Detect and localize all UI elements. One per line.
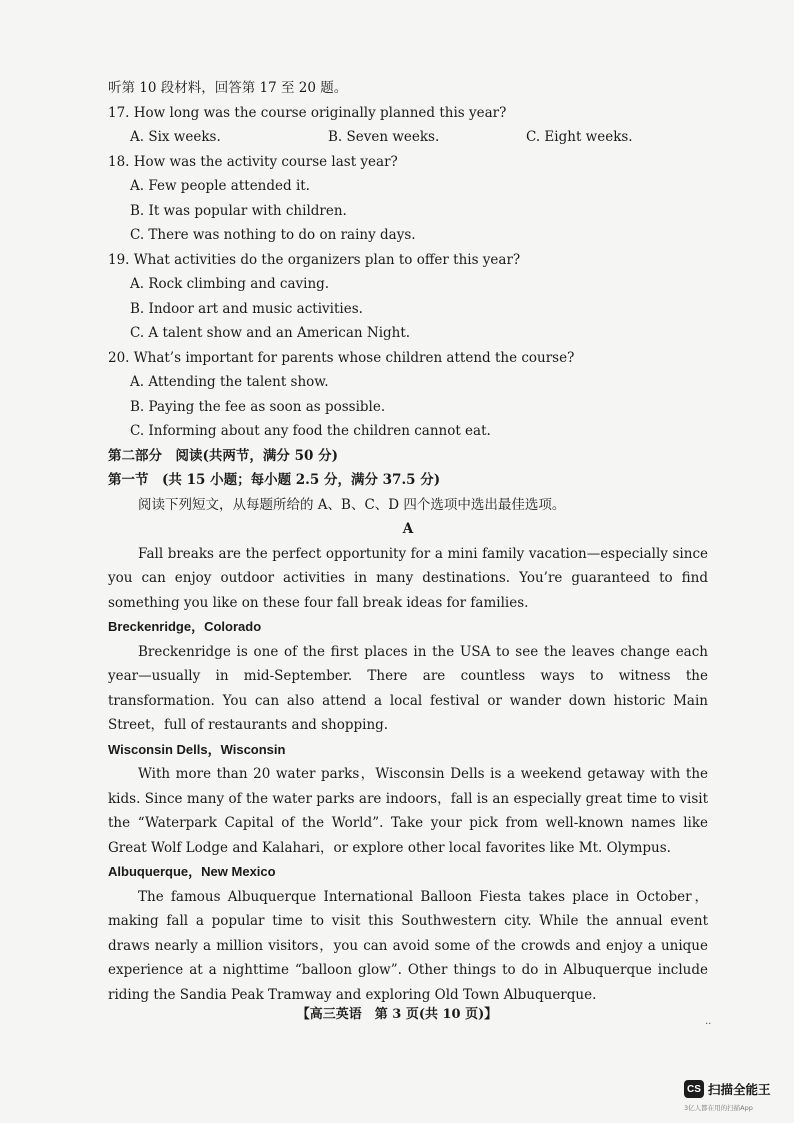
camscanner-name: 扫描全能王 (708, 1082, 771, 1097)
page-footer: 【高三英语 第 3 页(共 10 页)】 (296, 1007, 498, 1022)
option-a: A. Six weeks. (130, 129, 221, 145)
option-b: B. It was popular with children. (130, 202, 347, 219)
camscanner-logo-icon: CS (684, 1080, 704, 1098)
reading-instruction: 阅读下列短文，从每题所给的 A、B、C、D 四个选项中选出最佳选项。 (138, 496, 566, 513)
option-c: C. Eight weeks. (526, 129, 633, 145)
listening-intro: 听第 10 段材料，回答第 17 至 20 题。 (108, 80, 348, 96)
option-c: C. There was nothing to do on rainy days. (130, 227, 416, 243)
option-a: A. Attending the talent show. (130, 374, 329, 390)
question-17-options (108, 125, 708, 150)
scan-dots: .. (705, 1016, 712, 1027)
camscanner-watermark (684, 1080, 771, 1098)
option-b: B. Paying the fee as soon as possible. (130, 398, 386, 415)
page-content (108, 76, 708, 1007)
option-a: A. Rock climbing and caving. (130, 276, 330, 292)
option-c: C. Informing about any food the children cannot eat. (130, 423, 491, 439)
question-19: 19. What activities do the organizers plan to offer this year? (108, 251, 521, 268)
option-a: A. Few people attended it. (130, 178, 310, 194)
question-20: 20. What’s important for parents whose children attend the course? (108, 349, 575, 366)
section-one-heading: 第一节 (共 15 小题；每小题 2.5 分，满分 37.5 分) (108, 472, 441, 488)
passage-label: A (402, 521, 414, 537)
destination-body-wisconsin-dells: With more than 20 water parks，Wisconsin Dells is a weekend getaway with the kids. Since many of the water parks are indoors，fall is an especially great time to visit the “Waterpark Capital of the World”. Take your pick from well-known names like Great Wolf Lodge and Kalahari，or explore other local favorites like Mt. Olympus. (108, 766, 708, 856)
destination-body-breckenridge: Breckenridge is one of the first places in the USA to see the leaves change each year—usually in mid-September. There are countless ways to witness the transformation. You can also attend a local festival or wander down historic Main Street，full of restaurants and shopping. (108, 643, 708, 733)
passage-intro: Fall breaks are the perfect opportunity for a mini family vacation—especially since you can enjoy outdoor activities in many destinations. You’re guaranteed to find something you like on these four fall break ideas for families. (108, 545, 708, 611)
camscanner-tagline: 3亿人都在用的扫描App (684, 1104, 753, 1112)
destination-title-albuquerque: Albuquerque，New Mexico (108, 864, 276, 879)
option-b: B. Seven weeks. (328, 129, 440, 145)
destination-title-wisconsin-dells: Wisconsin Dells，Wisconsin (108, 741, 286, 757)
destination-title-breckenridge: Breckenridge，Colorado (108, 619, 262, 634)
question-18: 18. How was the activity course last year? (108, 153, 398, 170)
option-b: B. Indoor art and music activities. (130, 300, 363, 317)
option-c: C. A talent show and an American Night. (130, 325, 411, 341)
part-two-heading: 第二部分 阅读(共两节，满分 50 分) (108, 447, 338, 464)
destination-body-albuquerque: The famous Albuquerque International Balloon Fiesta takes place in October，making fall a popular time to visit this Southwestern city. While the annual event draws nearly a million visitors，you can avoid some of the crowds and enjoy a unique experience at a nighttime “balloon glow”. Other things to do in Albuquerque include riding the Sandia Peak Tramway and exploring Old Town Albuquerque. (108, 888, 708, 1003)
question-17: 17. How long was the course originally planned this year? (108, 104, 507, 121)
